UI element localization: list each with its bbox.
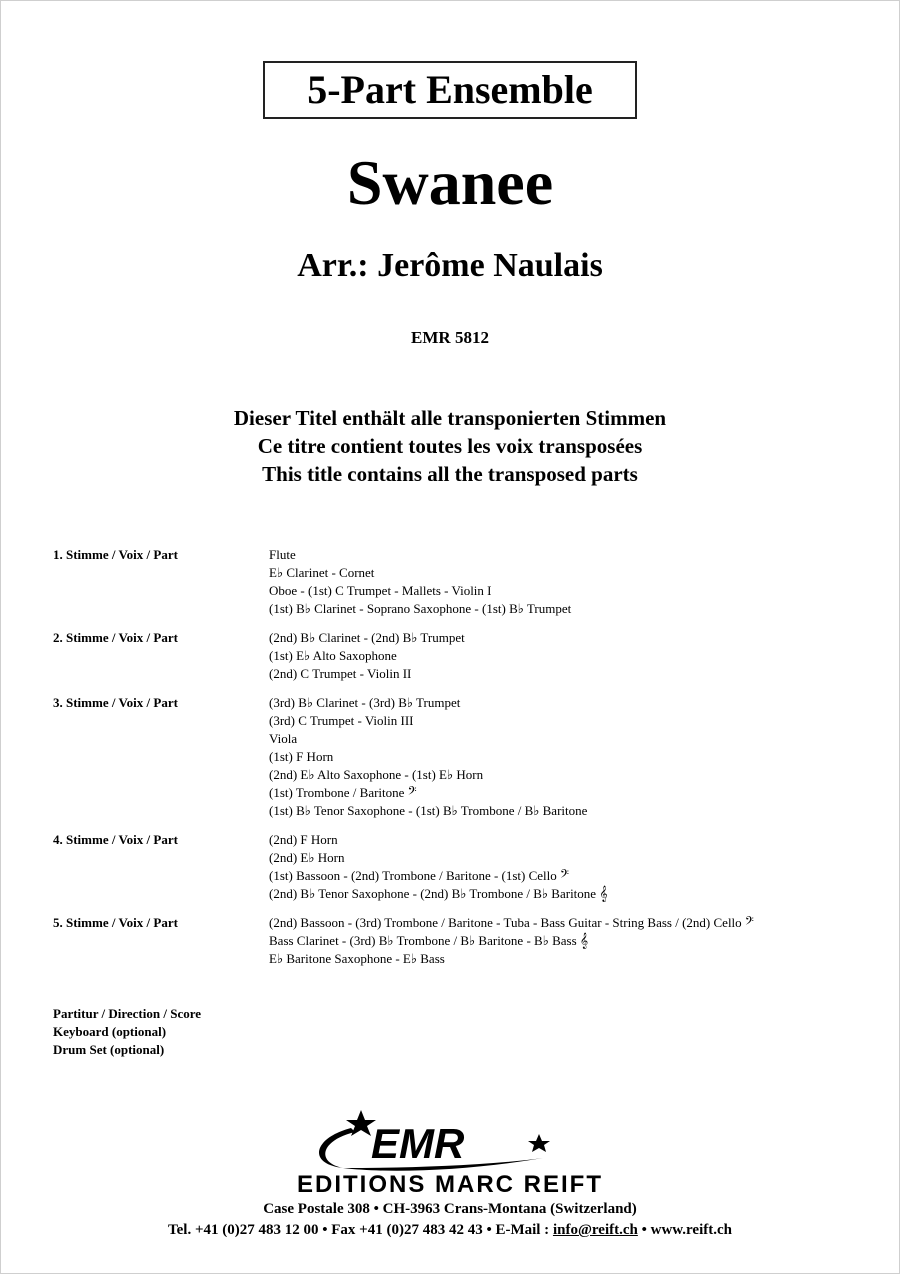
instrument-line <box>269 748 587 766</box>
piece-title: Swanee <box>346 147 554 218</box>
instrument-line <box>269 867 608 885</box>
instrument-text: (2nd) B♭ Clarinet - (2nd) B♭ Trumpet <box>269 630 465 645</box>
instrument-line <box>269 546 571 564</box>
instrument-line <box>269 600 571 618</box>
part-label: 3. Stimme / Voix / Part <box>53 695 178 710</box>
instrument-line <box>269 849 608 867</box>
instrument-list <box>269 694 587 820</box>
notice-german: Dieser Titel enthält alle transponierten Stimmen <box>233 406 667 430</box>
instrument-line <box>269 564 571 582</box>
part-group-2 <box>53 629 873 683</box>
publisher-name: EDITIONS MARC REIFT <box>297 1171 603 1198</box>
instrument-line <box>269 766 587 784</box>
instrument-text: (3rd) B♭ Clarinet - (3rd) B♭ Trumpet <box>269 695 461 710</box>
parts-list <box>53 546 873 979</box>
part-label: 1. Stimme / Voix / Part <box>53 547 178 562</box>
ensemble-type-box <box>263 61 637 119</box>
instrument-list <box>269 914 754 968</box>
logo-text: EMR <box>371 1120 465 1167</box>
instrument-line <box>269 647 465 665</box>
instrument-text: (1st) Bassoon - (2nd) Trombone / Baritone - (1st) Cello <box>269 868 557 883</box>
emr-logo <box>303 1106 563 1172</box>
instrument-line <box>269 950 754 968</box>
emr-logo-graphic <box>303 1106 563 1172</box>
extra-drums: Drum Set (optional) <box>53 1042 165 1057</box>
transposition-notice <box>1 404 899 488</box>
instrument-list <box>269 629 465 683</box>
instrument-line <box>269 932 754 950</box>
instrument-text: (2nd) C Trumpet - Violin II <box>269 666 412 681</box>
instrument-line <box>269 665 465 683</box>
instrument-text: (1st) F Horn <box>269 749 334 764</box>
bass-clef-icon: 𝄢 <box>560 868 570 884</box>
instrument-line <box>269 712 587 730</box>
notice-french: Ce titre contient toutes les voix transposées <box>257 434 643 458</box>
contact-phone-fax: Tel. +41 (0)27 483 12 00 • Fax +41 (0)27 483 42 43 • E-Mail : <box>168 1222 553 1238</box>
instrument-list <box>269 831 608 903</box>
part-label: 4. Stimme / Voix / Part <box>53 832 178 847</box>
instrument-text: Bass Clarinet - (3rd) B♭ Trombone / B♭ Baritone - B♭ Bass <box>269 933 577 948</box>
part-group-4 <box>53 831 873 903</box>
instrument-text: (2nd) E♭ Horn <box>269 850 345 865</box>
instrument-text: (3rd) C Trumpet - Violin III <box>269 713 414 728</box>
instrument-text: Flute <box>269 547 296 562</box>
bass-clef-icon: 𝄢 <box>744 915 754 931</box>
instrument-text: (1st) Trombone / Baritone <box>269 785 405 800</box>
instrument-line <box>269 831 608 849</box>
instrument-text: (1st) E♭ Alto Saxophone <box>269 648 397 663</box>
instrument-text: (2nd) B♭ Tenor Saxophone - (2nd) B♭ Trombone / B♭ Baritone <box>269 886 597 901</box>
instrument-text: (2nd) Bassoon - (3rd) Trombone / Baritone - Tuba - Bass Guitar - String Bass / (2nd) Cello <box>269 915 742 930</box>
catalog-number: EMR 5812 <box>411 328 489 347</box>
publisher-contact <box>1 1220 899 1240</box>
instrument-text: (2nd) E♭ Alto Saxophone - (1st) E♭ Horn <box>269 767 484 782</box>
instrument-text: E♭ Baritone Saxophone - E♭ Bass <box>269 951 445 966</box>
part-group-3 <box>53 694 873 820</box>
extra-keyboard: Keyboard (optional) <box>53 1024 167 1039</box>
instrument-text: E♭ Clarinet - Cornet <box>269 565 375 580</box>
part-label: 5. Stimme / Voix / Part <box>53 915 178 930</box>
instrument-line <box>269 802 587 820</box>
instrument-line <box>269 694 587 712</box>
extra-parts <box>53 1005 201 1059</box>
email-link[interactable]: info@reift.ch <box>552 1222 638 1238</box>
instrument-line <box>269 730 587 748</box>
instrument-text: Viola <box>269 731 298 746</box>
extra-score: Partitur / Direction / Score <box>53 1006 202 1021</box>
part-group-5 <box>53 914 873 968</box>
website-link[interactable]: • www.reift.ch <box>637 1222 732 1238</box>
instrument-text: Oboe - (1st) C Trumpet - Mallets - Violin I <box>269 583 492 598</box>
instrument-text: (1st) B♭ Tenor Saxophone - (1st) B♭ Trombone / B♭ Baritone <box>269 803 588 818</box>
instrument-text: (1st) B♭ Clarinet - Soprano Saxophone - (1st) B♭ Trumpet <box>269 601 572 616</box>
part-group-1 <box>53 546 873 618</box>
part-label: 2. Stimme / Voix / Part <box>53 630 178 645</box>
treble-clef-icon: 𝄞 <box>599 886 608 902</box>
arranger: Arr.: Jerôme Naulais <box>297 247 603 284</box>
publisher-address: Case Postale 308 • CH-3963 Crans-Montana (Switzerland) <box>263 1201 637 1217</box>
treble-clef-icon: 𝄞 <box>579 933 589 949</box>
instrument-line <box>269 629 465 647</box>
instrument-line <box>269 784 587 802</box>
instrument-text: (2nd) F Horn <box>269 832 338 847</box>
notice-english: This title contains all the transposed parts <box>262 462 638 486</box>
instrument-list <box>269 546 571 618</box>
ensemble-type: 5-Part Ensemble <box>307 67 593 112</box>
bass-clef-icon: 𝄢 <box>407 785 417 801</box>
instrument-line <box>269 885 608 903</box>
instrument-line <box>269 914 754 932</box>
instrument-line <box>269 582 571 600</box>
